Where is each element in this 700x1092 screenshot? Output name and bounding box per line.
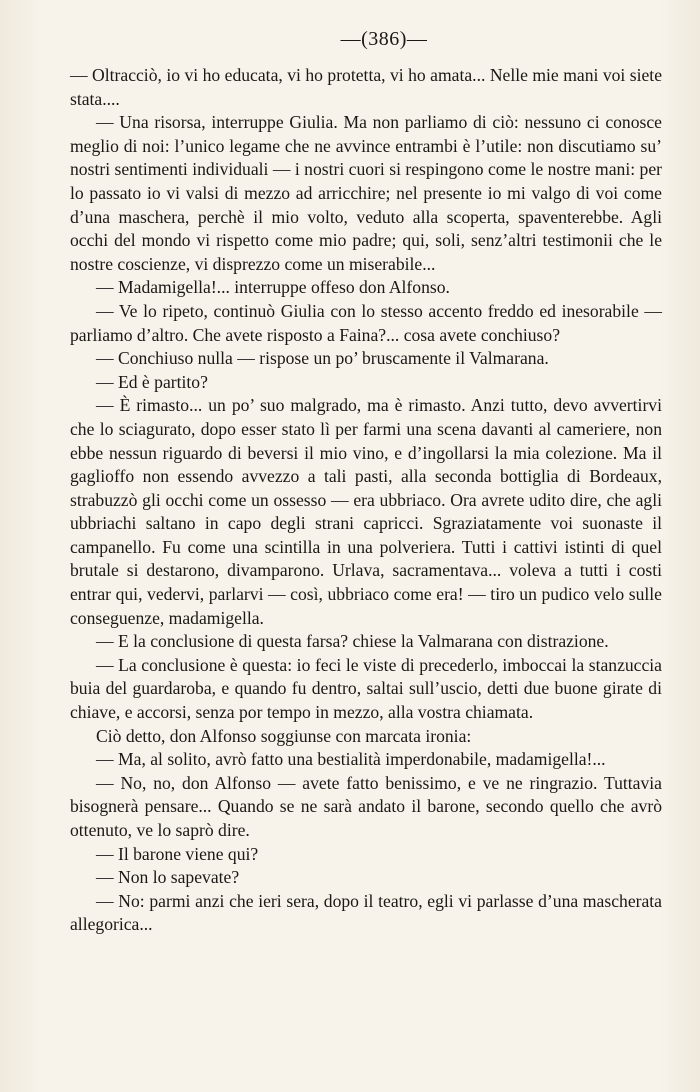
paragraph: — No: parmi anzi che ieri sera, dopo il teatro, egli vi parlasse d’una mascherata allegorica... [70,890,662,935]
paragraph: — Ma, al solito, avrò fatto una bestialità imperdonabile, madamigella!... [96,749,606,770]
paragraph: — Non lo sapevate? [96,867,240,888]
paragraph: — No, no, don Alfonso — avete fatto benissimo, e ve ne ringrazio. Tuttavia bisognerà pensare... Quando se ne sarà andato il barone, secondo quello che avrò ottenuto, ve lo saprò dire. [70,772,662,840]
paragraph: — Il barone viene qui? [96,843,259,864]
paragraph: — La conclusione è questa: io feci le viste di precederlo, imboccai la stanzuccia buia del guardaroba, e quando fu dentro, saltai sull’uscio, detti due buone girate di chiave, e accorsi, senza por tempo in mezzo, alla vostra chiamata. [70,654,662,723]
paragraph: — E la conclusione di questa farsa? chiese la Valmarana con distrazione. [96,631,609,652]
page-number: —(386)— [340,28,428,50]
paragraph: — È rimasto... un po’ suo malgrado, ma è rimasto. Anzi tutto, devo avvertirvi che lo sciagurato, dopo esser stato lì per farmi una scena davanti al cameriere, non ebbe nessun riguardo di beversi il mio vino, e d’ingollarsi la mia colezione. Ma il gaglioffo non essendo avvezzo a tali pasti, alla seconda bottiglia di Bordeaux, strabuzzò gli occhi come un ossesso — era ubbriaco. Ora avrete udito dire, che agli ubbriachi saltano in capo degli strani capricci. Sgraziatamente voi suonaste il campanello. Fu come una scintilla in una polveriera. Tutti i cattivi istinti di quel brutale si destarono, divamparono. Urlava, sacramentava... voleva a tutti i costi entrar qui, vedervi, parlarvi — così, ubbriaco come era! — tiro un pudico velo sulle conseguenze, madamigella. [70,395,662,628]
paragraph: — Oltracciò, io vi ho educata, vi ho protetta, vi ho amata... Nelle mie mani voi siete stata.... [70,65,662,109]
paragraph: — Conchiuso nulla — rispose un po’ bruscamente il Valmarana. [96,348,549,369]
paragraph: — Madamigella!... interruppe offeso don Alfonso. [96,277,450,298]
page-text [70,64,662,937]
paragraph: — Ve lo ripeto, continuò Giulia con lo stesso accento freddo ed inesorabile — parliamo d’altro. Che avete risposto a Faina?... cosa avete conchiuso? [70,300,662,345]
paragraph: Ciò detto, don Alfonso soggiunse con marcata ironia: [96,725,472,746]
paragraph: — Ed è partito? [96,371,208,392]
paragraph: — Una risorsa, interruppe Giulia. Ma non parliamo di ciò: nessuno ci conosce meglio di noi: l’unico legame che ne avvince entrambi è l’utile: non discutiamo su’ nostri sentimenti individuali — i nostri cuori si respingono come le nostre mani: per lo passato io vi valsi di mezzo ad arricchire; nel presente io mi valgo di voi come d’una maschera, perchè il mio volto, veduto alla scoperta, spaventerebbe. Agli occhi del mondo vi rispetto come mio padre; qui, soli, senz’altri testimonii che le nostre coscienze, vi disprezzo come un miserabile... [70,112,662,274]
